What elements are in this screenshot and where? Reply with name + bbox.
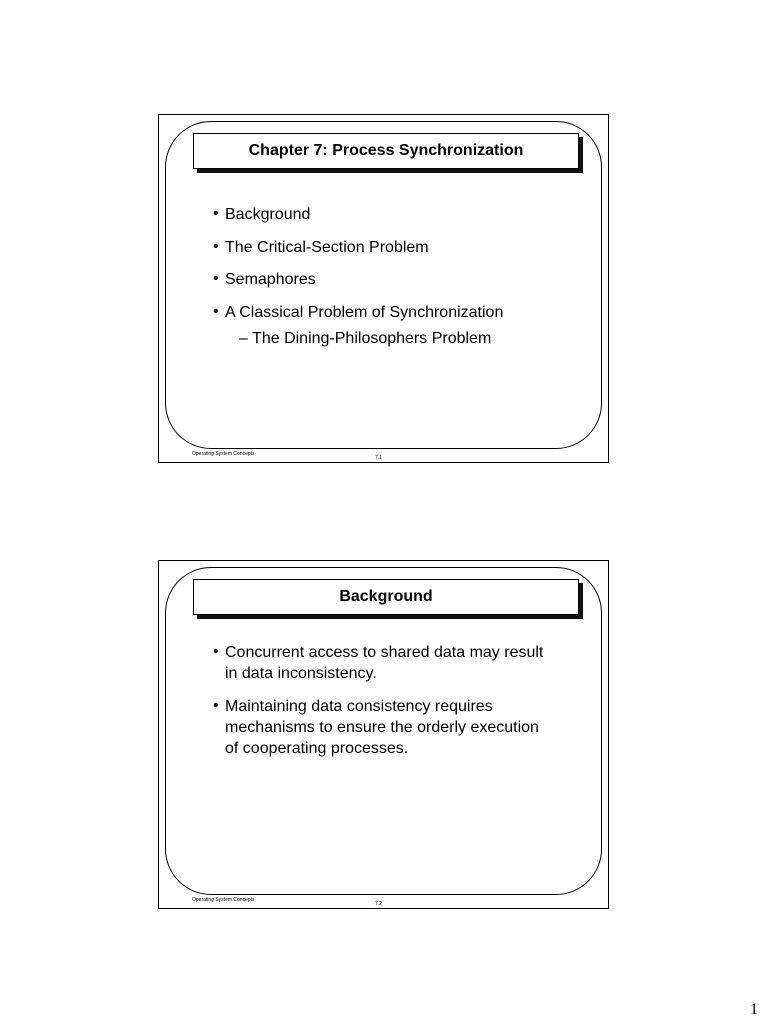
slide-2 (158, 560, 609, 909)
bullet-text: Concurrent access to shared data may result in data inconsistency. (225, 644, 544, 682)
sub-bullet-text: – The Dining-Philosophers Problem (239, 329, 492, 347)
slide-number: 7.1 (375, 455, 382, 461)
title-box (193, 579, 579, 615)
bullet-item (213, 303, 553, 349)
page-number: 1 (750, 1001, 758, 1018)
bullet-item (213, 238, 553, 258)
bullet-item (213, 270, 553, 290)
bullet-icon: • (213, 643, 219, 660)
bullet-list (213, 205, 553, 361)
bullet-item (213, 696, 553, 759)
slide-number: 7.2 (375, 901, 382, 907)
bullet-list (213, 642, 553, 771)
bullet-icon: • (213, 697, 219, 714)
slide-title: Background (339, 588, 433, 605)
bullet-icon: • (213, 205, 219, 222)
bullet-text: Semaphores (225, 271, 316, 288)
bullet-item (213, 205, 553, 225)
footer-text: Operating System Concepts (192, 451, 255, 457)
footer-text: Operating System Concepts (192, 897, 255, 903)
bullet-icon: • (213, 237, 219, 255)
slide-1 (158, 114, 609, 463)
bullet-icon: • (213, 302, 219, 320)
bullet-text: Maintaining data consistency requires mechanisms to ensure the orderly execution of cooperating processes. (225, 698, 539, 757)
title-box (193, 133, 579, 169)
bullet-text: Background (225, 206, 311, 223)
bullet-text: A Classical Problem of Synchronization (225, 303, 504, 321)
bullet-text: The Critical-Section Problem (225, 238, 429, 256)
slide-title: Chapter 7: Process Synchronization (248, 142, 524, 159)
bullet-icon: • (213, 270, 219, 287)
bullet-item (213, 642, 553, 684)
